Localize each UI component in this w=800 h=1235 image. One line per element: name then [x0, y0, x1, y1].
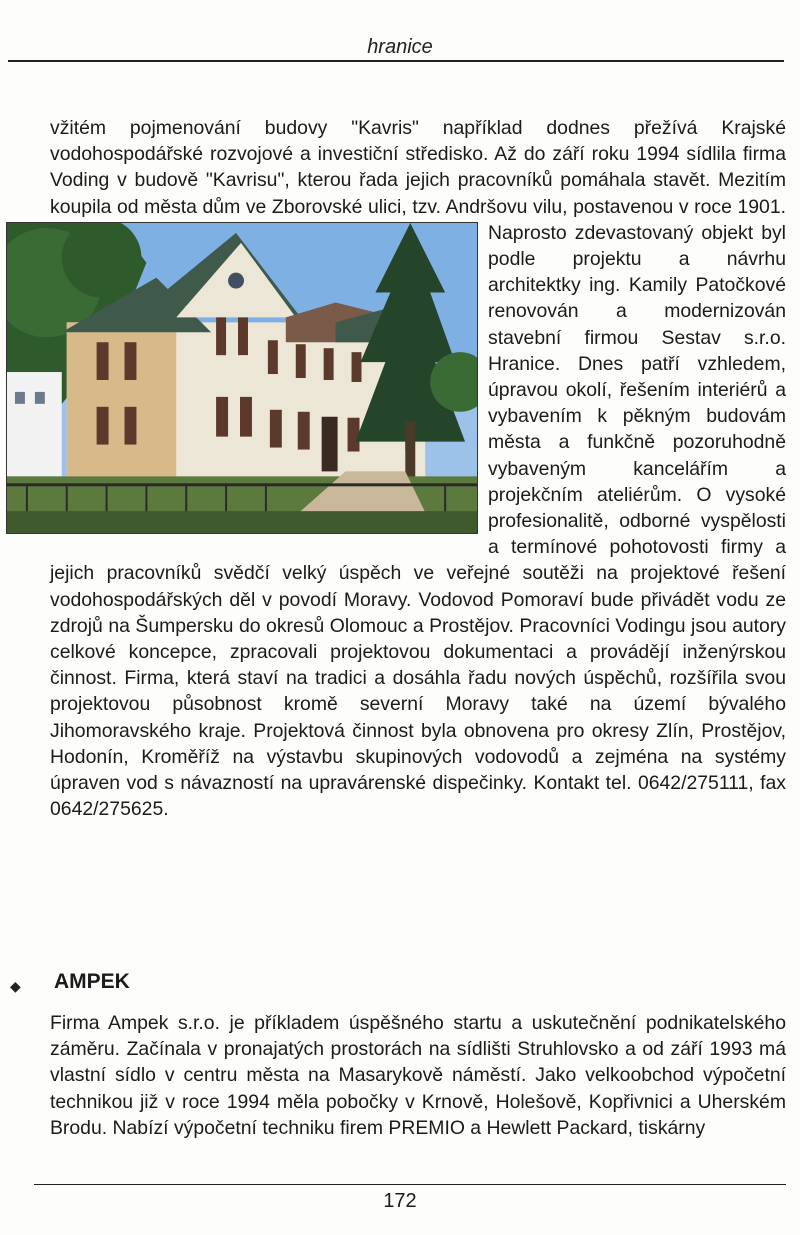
main-paragraph — [50, 115, 786, 822]
section-paragraph: Firma Ampek s.r.o. je příkladem úspěšného startu a uskutečnění podnikatelského záměru. Začínala v pronajatých prostorách na sídlišti Struhlovsko a od září 1993 má vlastní sídlo v centru města na Masarykově náměstí. Jako velkoobchod výpočetní technikou již v roce 1994 měla pobočky v Krnově, Holešově, Kopřivnici a Uherském Brodu. Nabízí výpočetní techniku firem PREMIO a Hewlett Packard, tiskárny — [50, 1012, 786, 1139]
section-heading — [0, 970, 800, 1000]
section-text-block — [50, 1010, 786, 1141]
paragraph-intro: vžitém pojmenování budovy "Kavris" například dodnes přežívá Krajské vodohospodářské rozvojové a investiční středisko. Až do září roku 1994 sídlila firma Voding v budově "Kavrisu", kterou řada jejich pracovníků pomáhala stavět. Mezitím koupila od města dům ve Zborovské ulici, tzv. Andršovu vilu, postavenou v roce 1901. — [50, 117, 786, 218]
paragraph-body: Naprosto zdevastovaný objekt byl podle projektu a návrhu architektky ing. Kamily Patočkové renovován a modernizován stavební firmou Sestav s.r.o. Hranice. Dnes patří vzhledem, úpravou okolí, řešením interiérů a vybavením k pěkným budovám města a funkčně pozoruhodně vybaveným kancelářím a projekčním ateliérům. O vysoké profesionalitě, odborné vyspělosti a termínové pohotovosti firmy a jejich pracovníků svědčí velký úspěch ve veřejné soutěži na projektové řešení vodohospodářských děl v povodí Moravy. Vodovod Pomoraví bude přivádět vodu ze zdrojů na Šumpersku do okresů Olomouc a Prostějov. Pracovníci Vodingu jsou autory celkové koncepce, zpracovali projektovou dokumentaci a provádějí inženýrskou činnost. Firma, která staví na tradici a dosáhla řadu nových úspěchů, rozšířila svou projektovou působnost kromě severní Moravy také na území bývalého Jihomoravského kraje. Projektová činnost byla obnovena pro okresy Zlín, Prostějov, Hodonín, Kroměříž na výstavbu skupinových vodovodů a zejména na systémy úpraven vod s návazností na upravárenské dispečinky. Kontakt tel. 0642/275111, fax 0642/275625. — [50, 221, 786, 821]
page-number: 172 — [383, 1190, 417, 1212]
villa-photo — [6, 222, 478, 534]
footer-rule — [34, 1184, 786, 1185]
villa-photo-image — [7, 223, 477, 533]
running-header: hranice — [367, 36, 433, 58]
main-text-block — [50, 115, 786, 822]
section-title: AMPEK — [54, 970, 130, 993]
diamond-bullet-icon: ◆ — [10, 978, 21, 994]
header-rule — [8, 60, 784, 62]
